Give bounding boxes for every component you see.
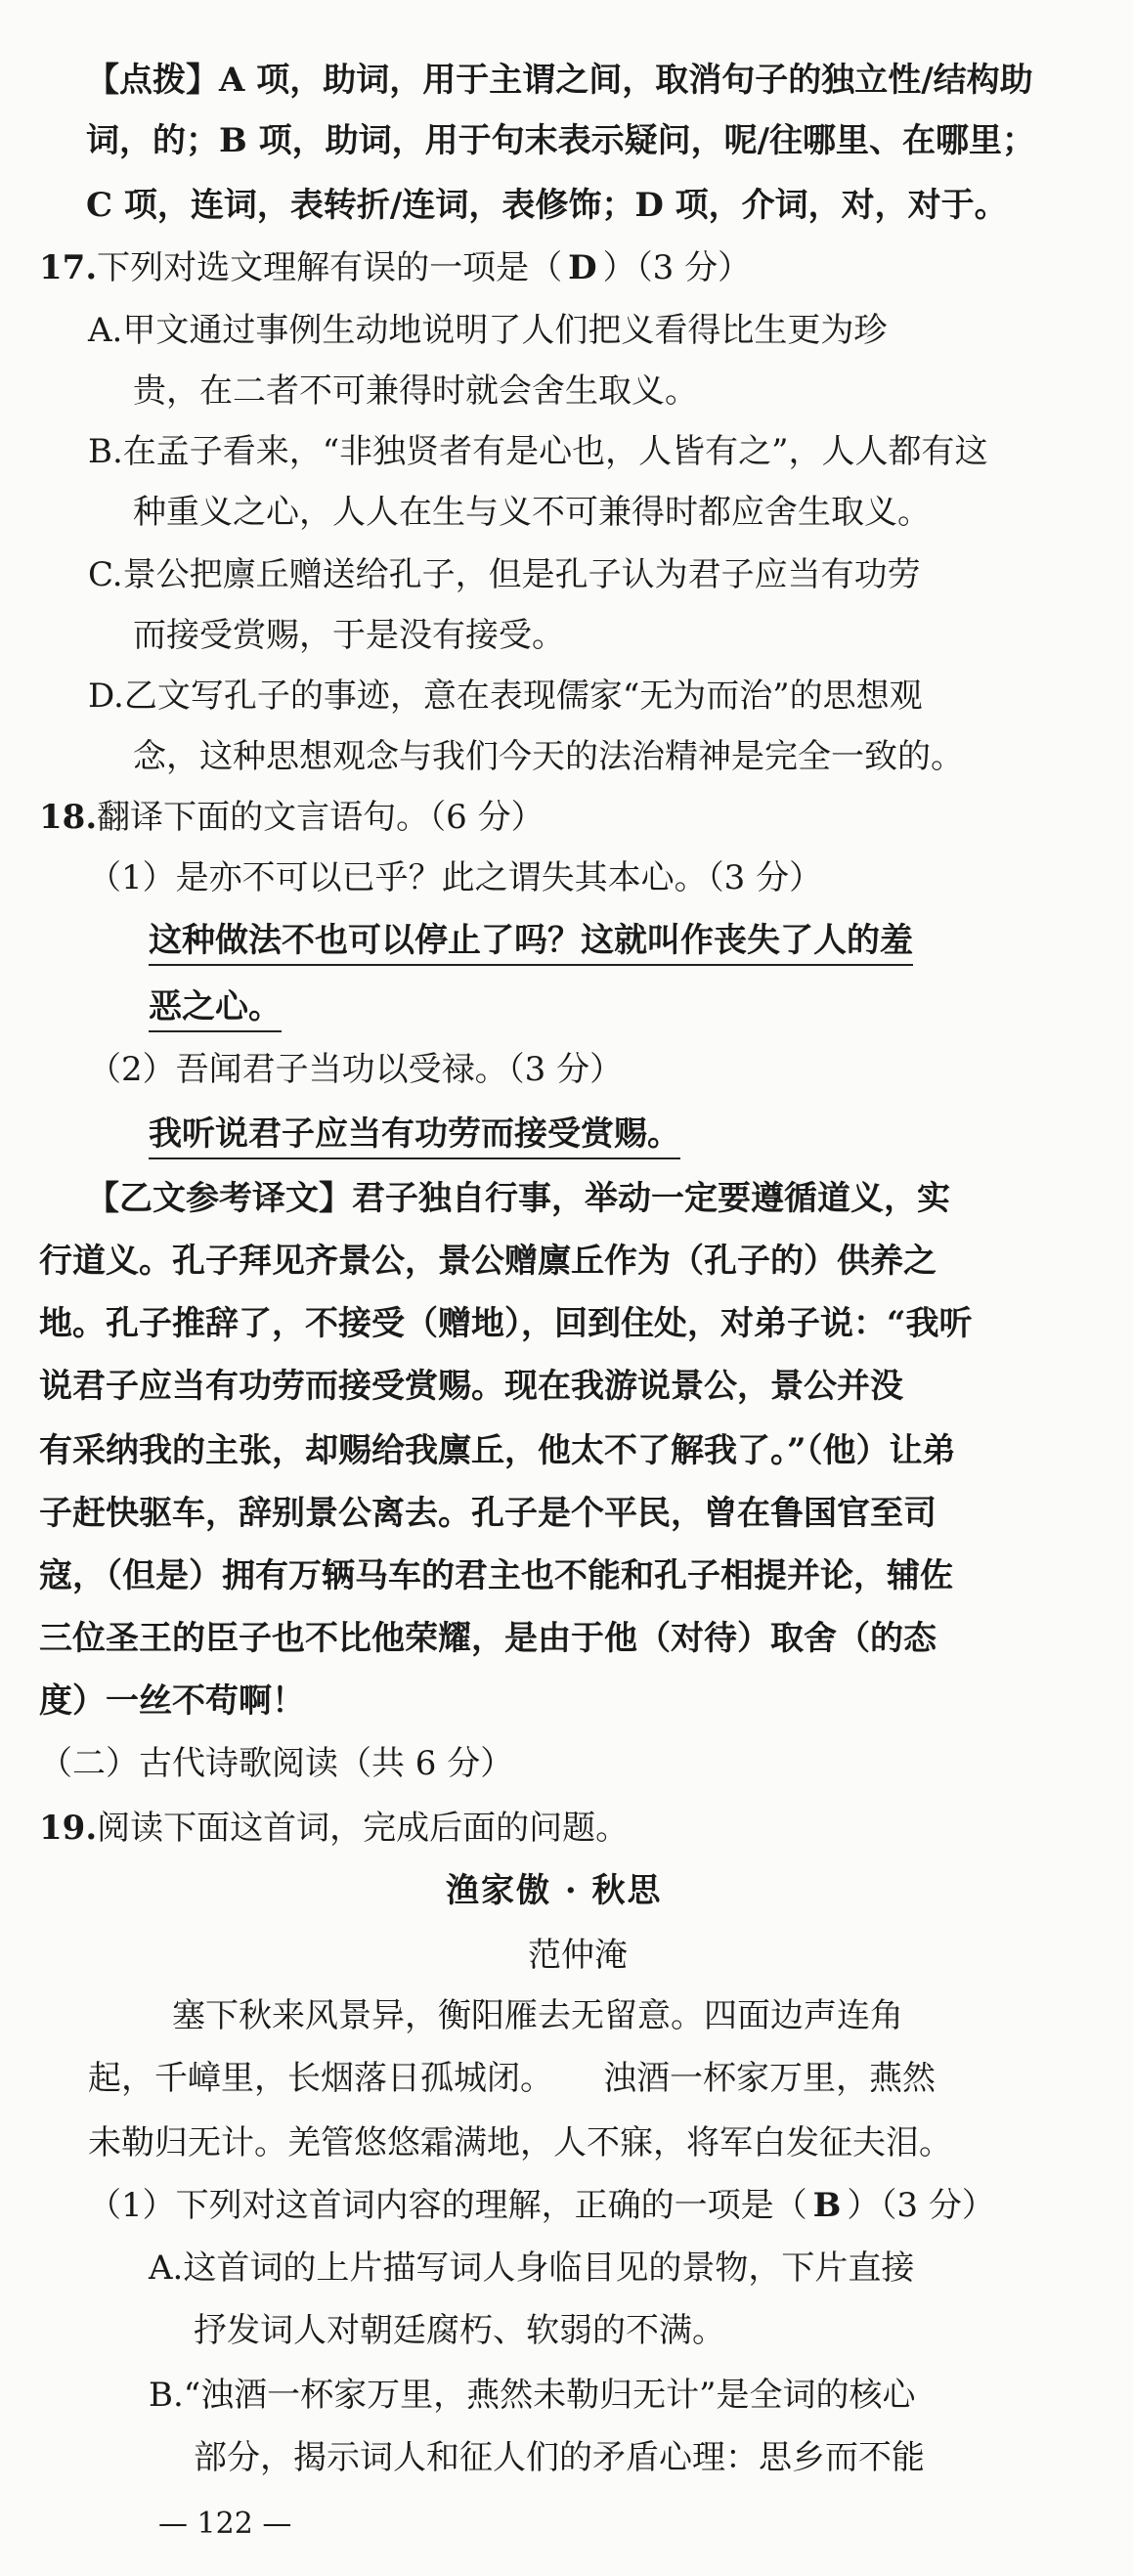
poem-line-1: 塞下秋来风景异，衡阳雁去无留意。四面边声连角 [172, 1996, 903, 2035]
translation-line-3: 地。孔子推辞了，不接受（赠地），回到住处，对弟子说：“我听 [39, 1304, 973, 1343]
translation-line-8: 三位圣王的臣子也不比他荣耀，是由于他（对待）取舍（的态 [39, 1619, 937, 1658]
q19-sub-1 [88, 2184, 995, 2227]
question-17-stem-post: ）（3 分） [602, 248, 752, 287]
q19-sub-1-post: ）（3 分） [847, 2186, 995, 2225]
translation-line-2: 行道义。孔子拜见齐景公，景公赠廪丘作为（孔子的）供养之 [39, 1242, 937, 1281]
q18-sub-1: （1）是亦不可以已乎？此之谓失其本心。（3 分） [88, 858, 823, 897]
question-18-number: 18. [39, 798, 98, 837]
page-number: — 122 — [158, 2507, 292, 2541]
question-18-stem: 翻译下面的文言语句。（6 分） [97, 798, 545, 837]
poem-line-2: 起，千嶂里，长烟落日孤城闭。 浊酒一杯家万里，燕然 [88, 2059, 936, 2098]
q19-option-a-line-1: A.这首词的上片描写词人身临目见的景物，下片直接 [149, 2249, 915, 2288]
q17-option-d-line-1: D.乙文写孔子的事迹，意在表现儒家“无为而治”的思想观 [88, 677, 923, 716]
question-18 [39, 796, 545, 839]
translation-line-5: 有采纳我的主张，却赐给我廪丘，他太不了解我了。”（他）让弟 [39, 1431, 956, 1470]
question-19-number: 19. [39, 1809, 98, 1848]
q17-option-d-line-2: 念，这种思想观念与我们今天的法治精神是完全一致的。 [133, 737, 964, 776]
q19-sub-1-pre: （1）下列对这首词内容的理解，正确的一项是（ [88, 2186, 807, 2225]
q18-sub-2-answer-text: 我听说君子应当有功劳而接受赏赐。 [149, 1114, 680, 1159]
q18-sub-1-answer-text-2: 恶之心。 [149, 987, 282, 1032]
section-2-heading: （二）古代诗歌阅读（共 6 分） [39, 1744, 514, 1783]
q19-option-b-line-2: 部分，揭示词人和征人们的矛盾心理：思乡而不能 [194, 2438, 925, 2477]
q18-sub-1-answer-line-2 [149, 985, 282, 1028]
poem-title: 渔家傲 · 秋思 [446, 1871, 663, 1910]
question-19 [39, 1807, 629, 1850]
question-17-number: 17. [39, 248, 98, 287]
q17-option-c-line-1: C.景公把廪丘赠送给孔子，但是孔子认为君子应当有功劳 [88, 555, 921, 594]
q17-option-a-line-1: A.甲文通过事例生动地说明了人们把义看得比生更为珍 [88, 311, 888, 350]
question-17-stem-pre: 下列对选文理解有误的一项是（ [97, 248, 563, 287]
q18-sub-1-answer-line-1 [149, 919, 913, 962]
translation-line-7: 寇，（但是）拥有万辆马车的君主也不能和孔子相提并论，辅佐 [39, 1556, 953, 1595]
q17-option-c-line-2: 而接受赏赐，于是没有接受。 [133, 616, 565, 655]
question-17-answer: D [568, 248, 597, 287]
poem-author: 范仲淹 [528, 1936, 628, 1975]
q17-option-b-line-1: B.在孟子看来，“非独贤者有是心也，人皆有之”，人人都有这 [88, 432, 988, 471]
poem-line-3: 未勒归无计。羌管悠悠霜满地，人不寐，将军白发征夫泪。 [88, 2123, 952, 2162]
q17-option-a-line-2: 贵，在二者不可兼得时就会舍生取义。 [133, 371, 698, 411]
q17-option-b-line-2: 种重义之心，人人在生与义不可兼得时都应舍生取义。 [133, 493, 931, 532]
hint-line-3: C 项，连词，表转折/连词，表修饰；D 项，介词，对，对于。 [86, 186, 1008, 225]
translation-line-1: 【乙文参考译文】君子独自行事，举动一定要遵循道义，实 [86, 1179, 950, 1218]
q19-option-b-line-1: B.“浊酒一杯家万里，燕然未勒归无计”是全词的核心 [149, 2376, 916, 2415]
q18-sub-1-answer-text-1: 这种做法不也可以停止了吗？这就叫作丧失了人的羞 [149, 921, 913, 966]
translation-line-9: 度）一丝不苟啊！ [39, 1681, 305, 1721]
translation-line-6: 子赶快驱车，辞别景公离去。孔子是个平民，曾在鲁国官至司 [39, 1494, 937, 1533]
q19-sub-1-answer: B [812, 2186, 842, 2225]
translation-line-4: 说君子应当有功劳而接受赏赐。现在我游说景公，景公并没 [39, 1367, 903, 1406]
q19-option-a-line-2: 抒发词人对朝廷腐朽、软弱的不满。 [194, 2311, 725, 2350]
hint-line-2: 词，的；B 项，助词，用于句末表示疑问，呢/往哪里、在哪里； [86, 121, 1035, 160]
hint-line-1: 【点拨】A 项，助词，用于主谓之间，取消句子的独立性/结构助 [86, 61, 1033, 100]
question-19-stem: 阅读下面这首词，完成后面的问题。 [97, 1809, 630, 1848]
q18-sub-2-answer [149, 1113, 680, 1156]
question-17 [39, 246, 751, 289]
q18-sub-2: （2）吾闻君子当功以受禄。（3 分） [88, 1050, 624, 1089]
